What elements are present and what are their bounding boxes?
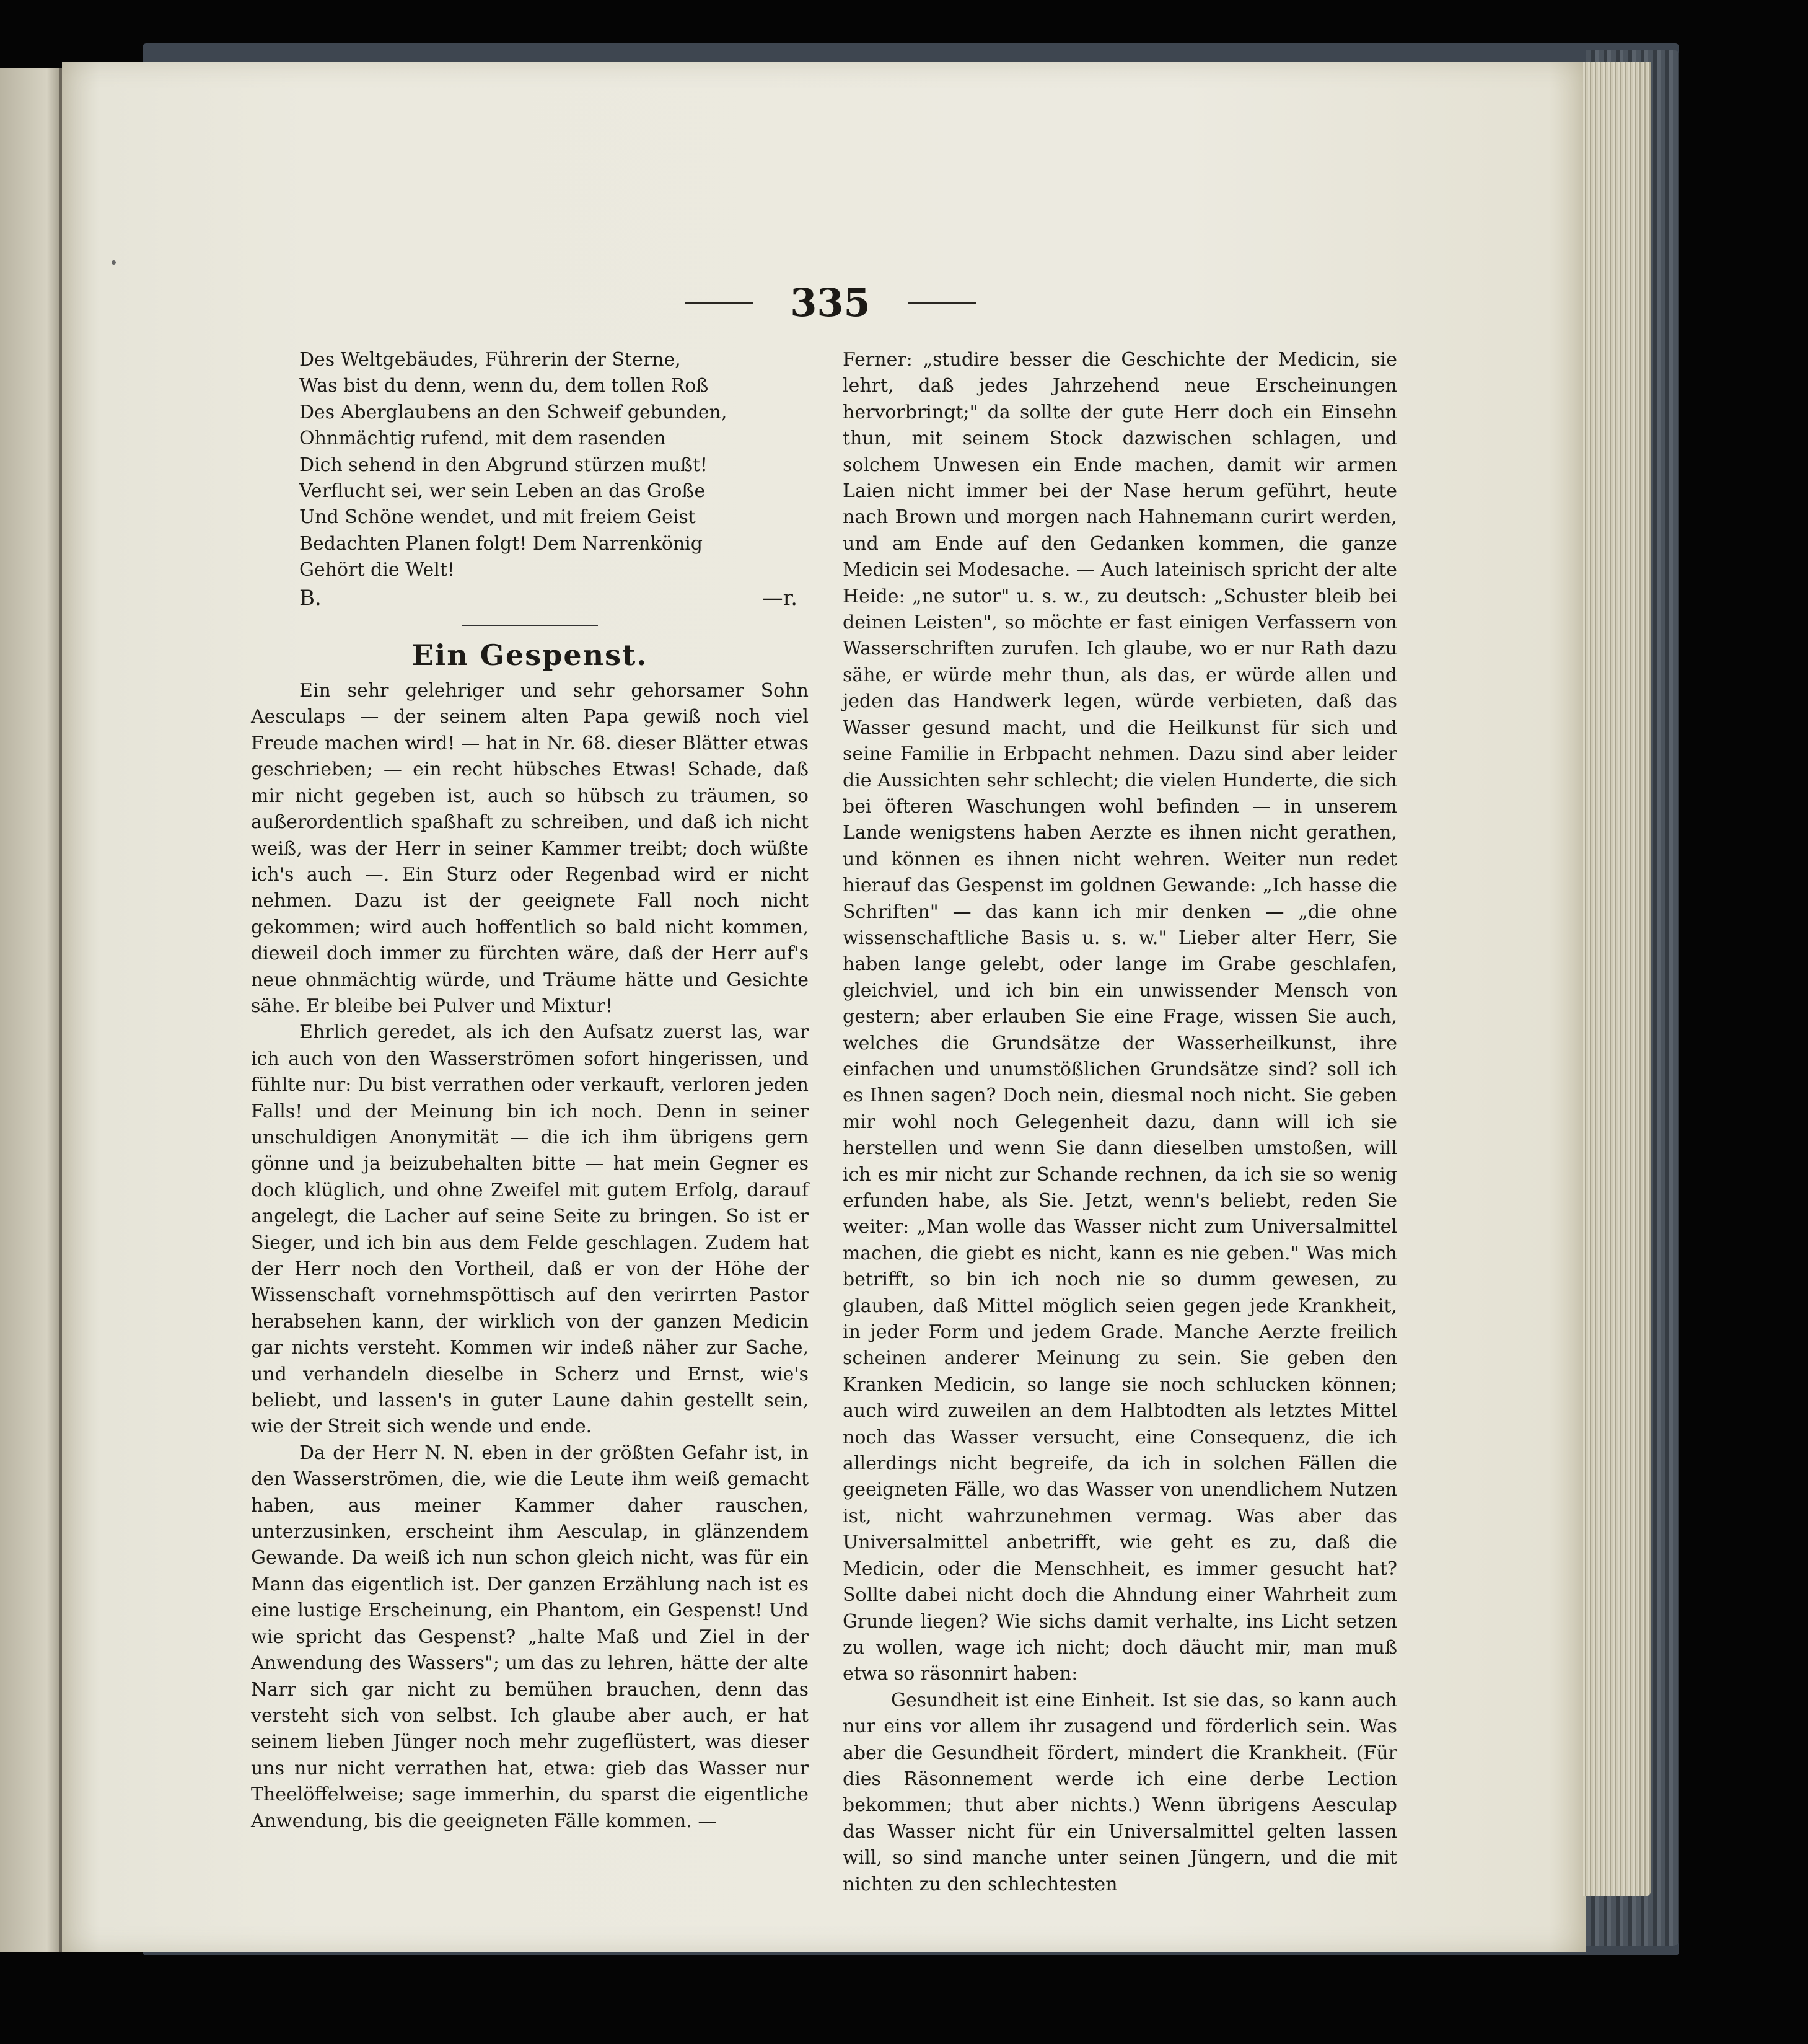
poem-block: [251, 347, 809, 584]
right-column: [843, 347, 1397, 1898]
page-number: 335: [790, 280, 871, 325]
page-header: [675, 278, 985, 327]
page-fore-edge: [1583, 62, 1651, 1896]
signature-left: B.: [299, 585, 322, 610]
article-paragraph: Ferner: „studire besser die Geschichte der Medicin, sie lehrt, daß jedes Jahrzehend neue Erscheinungen hervorbringt;" da sollte der gute Herr doch ein Einsehn thun, mit seinem Stock dazwischen schlagen, und solchem Unwesen ein Ende machen, damit wir armen Laien nicht immer bei der Nase herum geführt, heute nach Brown und morgen nach Hahnemann curirt werden, und am Ende auf den Gedanken kommen, die ganze Medicin sei Modesache. — Auch lateinisch spricht der alte Heide: „ne sutor" u. s. w., zu deutsch: „Schuster bleib bei deinen Leisten", so möchte er fast einigen Verfassern von Wasserschriften zurufen. Ich glaube, wo er nur Rath dazu sähe, er würde mehr thun, als das, er würde allen und jeden das Handwerk legen, würde verbieten, daß das Wasser gesund macht, und die Heilkunst für sich und seine Familie in Erbpacht nehmen. Dazu sind aber leider die Aussichten sehr schlecht; die vielen Hunderte, die sich bei öfteren Waschungen wohl befinden — in unserem Lande wenigstens haben Aerzte es ihnen nicht gerathen, und können es ihnen nicht wehren. Weiter nun redet hierauf das Gespenst im goldnen Gewande: „Ich hasse die Schriften" — das kann ich mir denken — „die ohne wissenschaftliche Basis u. s. w." Lieber alter Herr, Sie haben lange gelebt, oder lange im Grabe geschlafen, gleichviel, und ich bin ein unwissender Mensch von gestern; aber erlauben Sie eine Frage, wissen Sie auch, welches die Grundsätze der Wasserheilkunst, ihre einfachen und unumstößlichen Grundsätze sind? soll ich es Ihnen sagen? Doch nein, diesmal noch nicht. Sie geben mir wohl noch Gelegenheit dazu, dann will ich sie herstellen und wenn Sie dann dieselben umstoßen, will ich es mir nicht zur Schande rechnen, da ich sie so wenig erfunden habe, als Sie. Jetzt, wenn's beliebt, reden Sie weiter: „Man wolle das Wasser nicht zum Universalmittel machen, die giebt es nicht, kann es nie geben." Was mich betrifft, so bin ich noch nie so dumm gewesen, zu glauben, daß Mittel möglich seien gegen jede Krankheit, in jeder Form und jedem Grade. Manche Aerzte freilich scheinen anderer Meinung zu sein. Sie geben den Kranken Medicin, so lange sie noch schlucken können; auch wird zuweilen an dem Halbtodten als letztes Mittel noch das Wasser versucht, eine Consequenz, die ich allerdings nicht begreife, da ich in solchen Fällen die geeigneten Fälle, wo das Wasser von unendlichem Nutzen ist, nicht wahrzunehmen vermag. Was aber das Universalmittel anbetrifft, wie geht es zu, daß die Medicin, oder die Menschheit, es immer gesucht hat? Sollte dabei nicht doch die Ahndung einer Wahrheit zum Grunde liegen? Wie sichs damit verhalte, ins Licht setzen zu wollen, wage ich nicht; doch däucht mir, man muß etwa so räsonnirt haben:: [843, 349, 1397, 1685]
poem-line: Dich sehend in den Abgrund stürzen mußt!: [299, 454, 708, 476]
poem-signature: [251, 585, 809, 611]
page-mark: [112, 260, 116, 265]
poem-line: Ohnmächtig rufend, mit dem rasenden: [299, 428, 666, 450]
poem-line: Des Aberglaubens an den Schweif gebunden,: [299, 401, 727, 423]
previous-page-edge: [0, 68, 67, 1952]
article-paragraph: Gesundheit ist eine Einheit. Ist sie das, so kann auch nur eins vor allem ihr zusagend und förderlich sein. Was aber die Gesundheit fördert, mindert die Krankheit. (Für dies Räsonnement werde ich eine derbe Lection bekommen; thut aber nichts.) Wenn übrigens Aesculap das Wasser nicht für ein Universalmittel gelten lassen will, so sind manche unter seinen Jüngern, und die mit nichten zu den schlechtesten: [843, 1689, 1397, 1895]
signature-right: —r.: [761, 585, 797, 610]
article-paragraph: Ein sehr gelehriger und sehr gehorsamer Sohn Aesculaps — der seinem alten Papa gewiß noch viel Freude machen wird! — hat in Nr. 68. dieser Blätter etwas geschrieben; — ein recht hübsches Etwas! Schade, daß mir nicht gegeben ist, auch so hübsch zu träumen, so außerordentlich spaßhaft zu schreiben, und daß ich nicht weiß, was der Herr in seiner Kammer treibt; doch wüßte ich's auch —. Ein Sturz oder Regenbad wird er nicht nehmen. Dazu ist der geeignete Fall noch nicht gekommen; wird auch hoffentlich so bald nicht kommen, dieweil doch immer zu fürchten wäre, daß der Herr auf's neue ohnmächtig würde, und Träume hätte und Gesichte sähe. Er bleibe bei Pulver und Mixtur!: [251, 680, 809, 1017]
left-column: [251, 347, 809, 1835]
article-paragraph: Ehrlich geredet, als ich den Aufsatz zuerst las, war ich auch von den Wasserströmen sofort hingerissen, und fühlte nur: Du bist verrathen oder verkauft, verloren jeden Falls! und der Meinung bin ich noch. Denn in seiner unschuldigen Anonymität — die ich ihm übrigens gern gönne und ja beizubehalten bitte — hat mein Gegner es doch klüglich, und ohne Zweifel mit gutem Erfolg, darauf angelegt, die Lacher auf seine Seite zu bringen. So ist er Sieger, und ich bin aus dem Felde geschlagen. Zudem hat der Herr noch den Vortheil, daß er von der Höhe der Wissenschaft vornehmspöttisch auf den verirrten Pastor herabsehen kann, der wirklich von der ganzen Medicin gar nichts versteht. Kommen wir indeß näher zur Sache, und verhandeln dieselbe in Scherz und Ernst, wie's beliebt, und lassen's in guter Laune dahin gestellt sein, wie der Streit sich wende und ende.: [251, 1021, 809, 1438]
header-rule-right: [908, 302, 976, 304]
header-rule-left: [685, 302, 753, 304]
poem-line: Verflucht sei, wer sein Leben an das Große: [299, 480, 706, 503]
poem-line: Und Schöne wendet, und mit freiem Geist: [299, 506, 696, 529]
poem-line: Gehört die Welt!: [299, 559, 455, 581]
section-divider: [462, 625, 598, 626]
poem-line: Des Weltgebäudes, Führerin der Sterne,: [299, 349, 681, 371]
poem-line: Was bist du denn, wenn du, dem tollen Roß: [299, 375, 709, 397]
article-paragraph: Da der Herr N. N. eben in der größten Gefahr ist, in den Wasserströmen, die, wie die Leute ihm weiß gemacht haben, aus meiner Kammer daher rauschen, unterzusinken, erscheint ihm Aesculap, in glänzendem Gewande. Da weiß ich nun schon gleich nicht, was für ein Mann das eigentlich ist. Der ganzen Erzählung nach ist es eine lustige Erscheinung, ein Phantom, ein Gespenst! Und wie spricht das Gespenst? „halte Maß und Ziel in der Anwendung des Wassers"; um das zu lehren, hätte der alte Narr sich gar nicht zu bemühen brauchen, denn das versteht sich von selbst. Ich glaube aber auch, er hat seinem lieben Jünger noch mehr zugeflüstert, was dieser uns nur nicht verrathen hat, etwa: gieb das Wasser nur Theelöffelweise; sage immerhin, du sparst die eigentliche Anwendung, bis die geeigneten Fälle kommen. —: [251, 1442, 809, 1832]
article-title: Ein Gespenst.: [411, 638, 648, 672]
poem-line: Bedachten Planen folgt! Dem Narrenkönig: [299, 532, 703, 555]
